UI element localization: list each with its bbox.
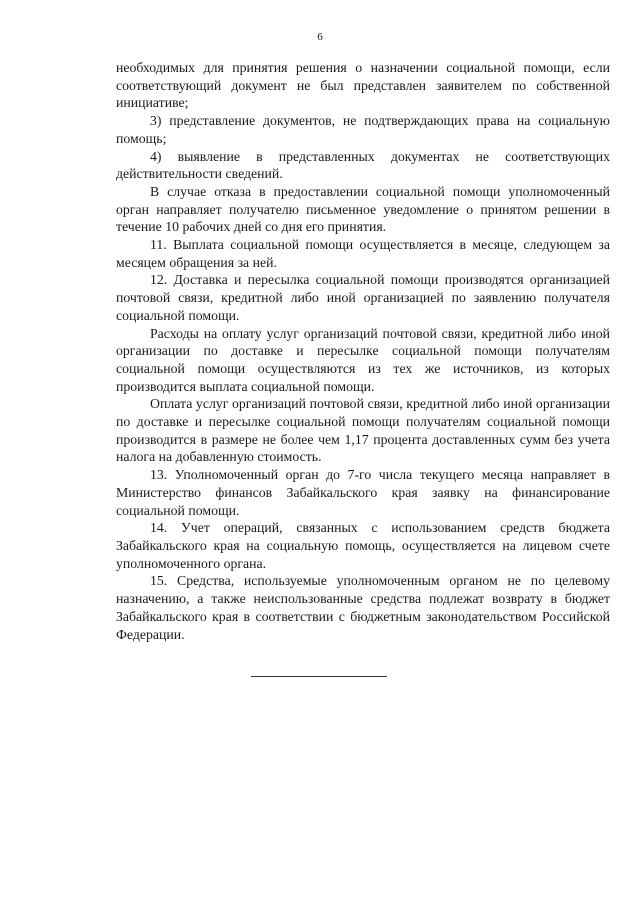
paragraph-refusal-reason-4: 4) выявление в представленных документах не соответствующих действительности сведений. [116,148,610,182]
closing-divider-line [251,676,387,677]
paragraph-item-13: 13. Уполномоченный орган до 7-го числа текущего месяца направляет в Министерство финансов Забайкальского края заявку на финансирование социальной помощи. [116,467,610,518]
paragraph-continuation-required-documents: необходимых для принятия решения о назначении социальной помощи, если соответствующий документ не был представлен заявителем по собственной инициативе; [116,60,610,111]
paragraph-delivery-payment: Оплата услуг организаций почтовой связи, кредитной либо иной организации по доставке и пересылке социальной помощи получателям социальной помощи производится в размере не более чем 1,17 процента доставленных сумм без учета налога на добавленную стоимость. [116,396,610,465]
paragraph-delivery-expenses: Расходы на оплату услуг организаций почтовой связи, кредитной либо иной организации по доставке и пересылке социальной помощи получателям социальной помощи осуществляются из тех же источников, из которых производится выплата социальной помощи. [116,325,610,394]
document-body [116,59,610,643]
paragraph-refusal-notification: В случае отказа в предоставлении социальной помощи уполномоченный орган направляет получателю письменное уведомление о принятом решении в течение 10 рабочих дней со дня его принятия. [116,183,610,235]
page-number: 6 [317,31,323,43]
paragraph-item-12: 12. Доставка и пересылка социальной помощи производятся организацией почтовой связи, кредитной либо иной организацией по заявлению получателя социальной помощи. [116,272,610,323]
paragraph-item-15: 15. Средства, используемые уполномоченным органом не по целевому назначению, а также неиспользованные средства подлежат возврату в бюджет Забайкальского края в соответствии с бюджетным законодательством Российской Федерации. [116,573,610,642]
paragraph-item-14: 14. Учет операций, связанных с использованием средств бюджета Забайкальского края на социальную помощь, осуществляется на лицевом счете уполномоченного органа. [116,520,610,571]
paragraph-item-11: 11. Выплата социальной помощи осуществляется в месяце, следующем за месяцем обращения за ней. [116,237,610,270]
paragraph-refusal-reason-3: 3) представление документов, не подтверждающих права на социальную помощь; [116,113,610,146]
